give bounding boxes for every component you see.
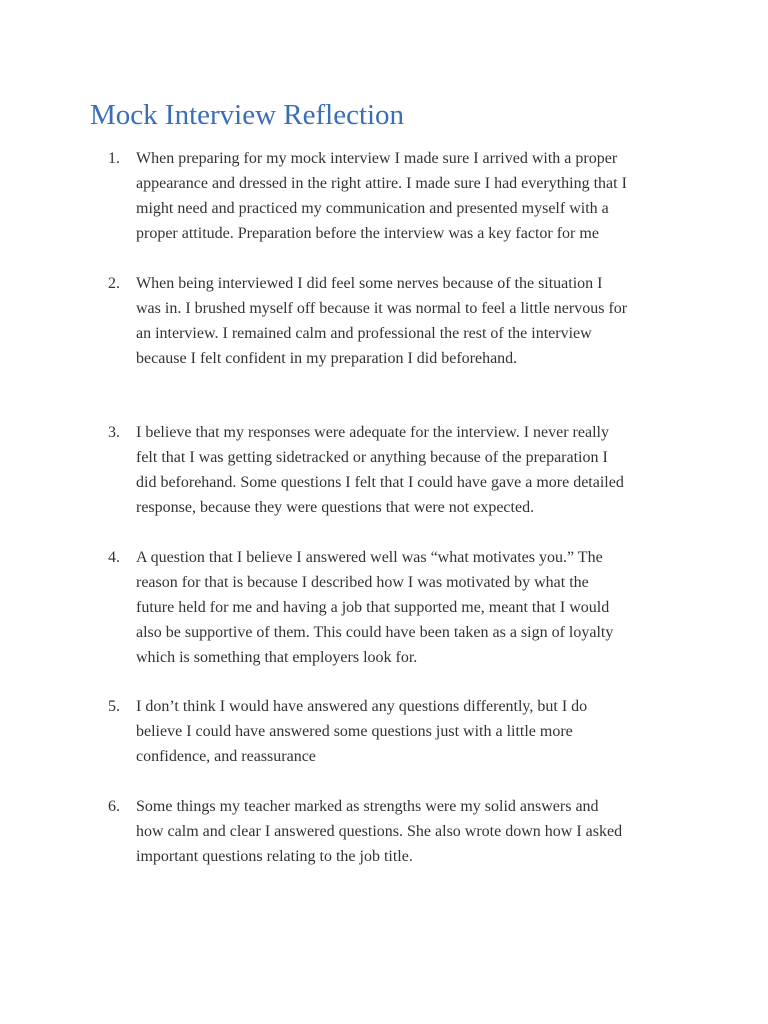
text-line: When preparing for my mock interview I made sure I arrived with a proper (136, 150, 618, 167)
list-item-text (136, 420, 668, 520)
text-line: A question that I believe I answered well was “what motivates you.” The (136, 549, 603, 566)
text-line: might need and practiced my communication and presented myself with a (136, 200, 609, 217)
list-item-number: 1. (108, 150, 120, 167)
list-item-number: 3. (108, 424, 120, 441)
text-line: which is something that employers look for. (136, 649, 418, 666)
list-item-text (136, 694, 668, 769)
text-line: an interview. I remained calm and professional the rest of the interview (136, 325, 592, 342)
list-item (108, 794, 668, 869)
text-line: did beforehand. Some questions I felt that I could have gave a more detailed (136, 474, 624, 491)
list-item-text (136, 545, 668, 670)
list-item (108, 694, 668, 769)
text-line: was in. I brushed myself off because it was normal to feel a little nervous for (136, 300, 628, 317)
list-item (108, 146, 668, 246)
text-line: because I felt confident in my preparation I did beforehand. (136, 350, 518, 367)
list-item (108, 420, 668, 520)
text-line: believe I could have answered some questions just with a little more (136, 723, 573, 740)
text-line: reason for that is because I described how I was motivated by what the (136, 574, 589, 591)
list-item-text (136, 271, 668, 371)
text-line: also be supportive of them. This could have been taken as a sign of loyalty (136, 624, 614, 641)
document-title: Mock Interview Reflection (90, 99, 405, 131)
text-line: future held for me and having a job that supported me, meant that I would (136, 599, 610, 616)
list-item-number: 4. (108, 549, 120, 566)
text-line: When being interviewed I did feel some nerves because of the situation I (136, 275, 603, 292)
text-line: important questions relating to the job title. (136, 848, 413, 865)
text-line: appearance and dressed in the right attire. I made sure I had everything that I (136, 175, 627, 192)
text-line: I believe that my responses were adequate for the interview. I never really (136, 424, 609, 441)
list-item-number: 6. (108, 798, 120, 815)
list-item (108, 545, 668, 670)
list-item-number: 2. (108, 275, 120, 292)
text-line: felt that I was getting sidetracked or anything because of the preparation I (136, 449, 608, 466)
text-line: I don’t think I would have answered any questions differently, but I do (136, 698, 588, 715)
text-line: proper attitude. Preparation before the interview was a key factor for me (136, 225, 599, 242)
text-line: confidence, and reassurance (136, 748, 316, 765)
list-item-number: 5. (108, 698, 120, 715)
list-item-text (136, 794, 668, 869)
text-line: how calm and clear I answered questions. She also wrote down how I asked (136, 823, 623, 840)
list-item-text (136, 146, 668, 246)
text-line: Some things my teacher marked as strengths were my solid answers and (136, 798, 599, 815)
list-item (108, 271, 668, 371)
text-line: response, because they were questions that were not expected. (136, 499, 535, 516)
